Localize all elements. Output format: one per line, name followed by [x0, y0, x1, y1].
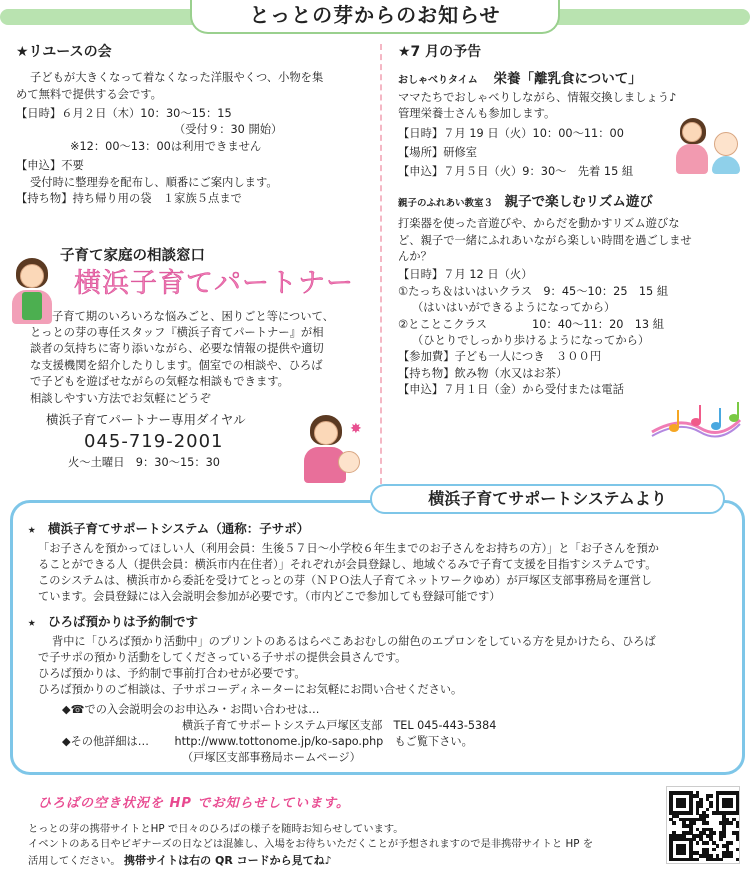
chat-apply: 【申込】７月５日（火）9：30～ 先着 15 組 [398, 165, 634, 179]
chat-line2: 管理栄養士さんも参加します。 [398, 107, 556, 121]
qr-module [712, 831, 716, 835]
support-h2: ★ ひろば預かりは予約制です [28, 613, 199, 629]
class1-note: （はいはいができるようになってから） [412, 301, 616, 315]
qr-module [696, 841, 700, 845]
support-content [28, 520, 738, 766]
qr-module [729, 804, 733, 808]
chat-place: 【場所】研修室 [398, 145, 478, 159]
rhythm-label: 親子のふれあい教室３ [398, 197, 494, 209]
qr-module [736, 811, 740, 815]
partner-name: 横浜子育てパートナー [74, 268, 354, 300]
chat-title: 栄養「離乳食について」 [493, 71, 642, 88]
chat-date: 【日時】７月 19 日（火）10：00～11：00 [398, 126, 624, 140]
reuse-reception: （受付９：30 開始） [174, 123, 283, 137]
reuse-date: 【日時】６月２日（木）10：30～15：15 [16, 107, 232, 121]
support-p2-2: で子サポの預かり活動をしてくださっている子サポの提供会員さんです。 [38, 650, 407, 664]
qr-module [672, 821, 676, 825]
qr-module [736, 824, 740, 828]
dial-label: 横浜子育てパートナー専用ダイヤル [46, 411, 246, 427]
consult-body-3: 談者の気持ちに寄り添いながら、必要な情報の提供や適切 [30, 342, 324, 356]
qr-module [682, 851, 686, 855]
support-p1-2: ることができる人（提供会員：横浜市内在住者）」それぞれが会員登録し、地域ぐるみで子育て支援を目指すシステムです。 [38, 558, 657, 572]
qr-module [736, 838, 740, 842]
class2-note: （ひとりでしっかり歩けるようになってから） [412, 333, 650, 347]
rhythm-date: 【日時】７月 12 日（火） [398, 268, 533, 282]
qr-module [729, 821, 733, 825]
support-h1: ★ 横浜子育てサポートシステム（通称：子サポ） [28, 521, 310, 536]
consult-body-1: 子育て期のいろいろな悩みごと、困りごと等について、 [52, 309, 334, 323]
consult-title: 子育て家庭の相談窓口 [60, 248, 205, 264]
reuse-note: ※12：00～13：00は利用できません [70, 139, 262, 153]
footer-line1: とっとの芽の携帯サイトとHP で日々のひろばの様子を随時お知らせしています。 [28, 823, 404, 835]
column-divider [380, 44, 382, 484]
support-p2-1: 背中に「ひろば預かり活動中」のプリントのあるはらぺこあおむしの紺色のエプロンをしている方を見かけたら、ひろば [52, 634, 656, 648]
music-notes-icon [650, 402, 742, 444]
chat-label: おしゃべりタイム [398, 75, 478, 87]
reuse-section [16, 42, 371, 207]
reuse-heading: ★リユースの会 [16, 44, 112, 60]
support-title: 横浜子育てサポートシステムより [370, 484, 725, 514]
qr-module [712, 848, 716, 852]
chat-line1: ママたちでおしゃべりしながら、情報交換しましょう♪ [398, 90, 677, 104]
consult-body-2: とっとの芽の専任スタッフ『横浜子育てパートナー』が相 [30, 326, 324, 340]
footer-line2: イベントのある日やビギナーズの日などは混雑し、入場をお待ちいただくことが予想されますので是非携帯サイトと HP を [28, 838, 593, 851]
consult-body-5: で子どもを遊ばせながらの気軽な相談もできます。 [30, 375, 289, 389]
sparkle-icon: ✸ [350, 421, 362, 437]
rhythm-line3: んか？ [398, 250, 432, 264]
rhythm-line2: ど、親子で一緒にふれあいながら楽しい時間を過ごしませ [398, 233, 692, 247]
class2: ②とことこクラス 10：40～11：20 13 組 [398, 317, 665, 331]
july-section [398, 42, 743, 398]
support-p1-4: ています。会員登録には入会説明会参加が必要です。（市内どこで参加しても登録可能です） [38, 589, 501, 603]
class1: ①たっち＆はいはいクラス 9：45～10：25 15 組 [398, 284, 669, 298]
qr-module [719, 838, 723, 842]
contact-org: 横浜子育てサポートシステム戸塚区支部 TEL 045-443-5384 [182, 718, 497, 732]
support-p1-3: このシステムは、横浜市から委託を受けてとっとの芽（ＮＰＯ法人子育てネットワークゆめ）が戸塚区支部事務局を運営し [38, 573, 652, 587]
support-p2-4: ひろば預かりのご相談は、子サポコーディネーターにお気軽にお問い合せください。 [38, 682, 463, 696]
footer-line3b: 携帯サイトは右の QR コードから見てね♪ [123, 853, 332, 867]
header-banner [0, 0, 750, 34]
qr-module [682, 804, 686, 808]
qr-module [719, 858, 723, 862]
qr-module [699, 804, 703, 808]
feeding-illustration [676, 118, 742, 174]
qr-module [709, 794, 713, 798]
qr-module [729, 854, 733, 858]
reuse-apply-detail: 受付時に整理券を配布し、順番にご案内します。 [30, 175, 278, 189]
reuse-intro1: 子どもが大きくなって着なくなった洋服やくつ、小物を集 [30, 71, 324, 85]
rhythm-title: 親子で楽しむリズム遊び [504, 193, 653, 210]
qr-module [709, 804, 713, 808]
qr-module [706, 821, 710, 825]
contact-label: ◆☎での入会説明会のお申込み・お問い合わせは… [62, 702, 320, 716]
qr-module [736, 858, 740, 862]
qr-module [706, 808, 710, 812]
qr-module [722, 834, 726, 838]
partner-hours: 火～土曜日 9：30～15：30 [68, 456, 220, 470]
rhythm-line1: 打楽器を使った音遊びや、からだを動かすリズム遊びな [398, 217, 680, 231]
qr-module [716, 844, 720, 848]
qr-code[interactable] [666, 786, 740, 864]
qr-module [706, 814, 710, 818]
qr-module [689, 811, 693, 815]
july-heading: ★7 月の予告 [398, 44, 482, 60]
qr-module [729, 841, 733, 845]
footer-line3a: 活用してください。 [28, 854, 121, 867]
support-p2-3: ひろば預かりは、予約制で事前打合わせが必要です。 [38, 666, 306, 680]
qr-module [706, 841, 710, 845]
qr-module [736, 848, 740, 852]
reuse-apply: 【申込】不要 [16, 159, 84, 173]
qr-module [696, 858, 700, 862]
footer-text [28, 822, 658, 869]
detail-label: ◆その他詳細は… [62, 734, 149, 748]
qr-module [692, 821, 696, 825]
consult-body-4: な支援機関を紹介したりします。個室での相談や、ひろば [30, 358, 323, 372]
page-title: とっとの芽からのお知らせ [190, 0, 560, 34]
rhythm-fee: 【参加費】子ども一人につき ３００円 [398, 350, 602, 364]
mom-phone-illustration [294, 415, 368, 485]
detail-note: （戸塚区支部事務局ホームページ） [182, 751, 361, 765]
consult-body-6: 相談しやすい方法でお気軽にどうぞ [30, 391, 211, 405]
support-p1-1: 「お子さんを預かってほしい人（利用会員：生後５７日～小学校６年生までのお子さんをお持ちの方）」と「お子さんを預か [38, 542, 659, 556]
rhythm-bring: 【持ち物】飲み物（水又はお茶） [398, 366, 568, 380]
detail-url[interactable]: http://www.tottonome.jp/ko-sapo.php もご覧下さい。 [174, 734, 473, 748]
footer-heading: ひろばの空き状況を HP でお知らせしています。 [38, 796, 351, 811]
rhythm-apply: 【申込】７月１日（金）から受付または電話 [398, 383, 624, 397]
music-notes-illustration [650, 402, 742, 444]
partner-phone: 045-719-2001 [84, 431, 224, 453]
reuse-intro2: めて無料で提供する会です。 [16, 87, 162, 101]
staff-illustration [8, 258, 56, 324]
reuse-bring: 【持ち物】持ち帰り用の袋 １家族５点まで [16, 191, 242, 205]
